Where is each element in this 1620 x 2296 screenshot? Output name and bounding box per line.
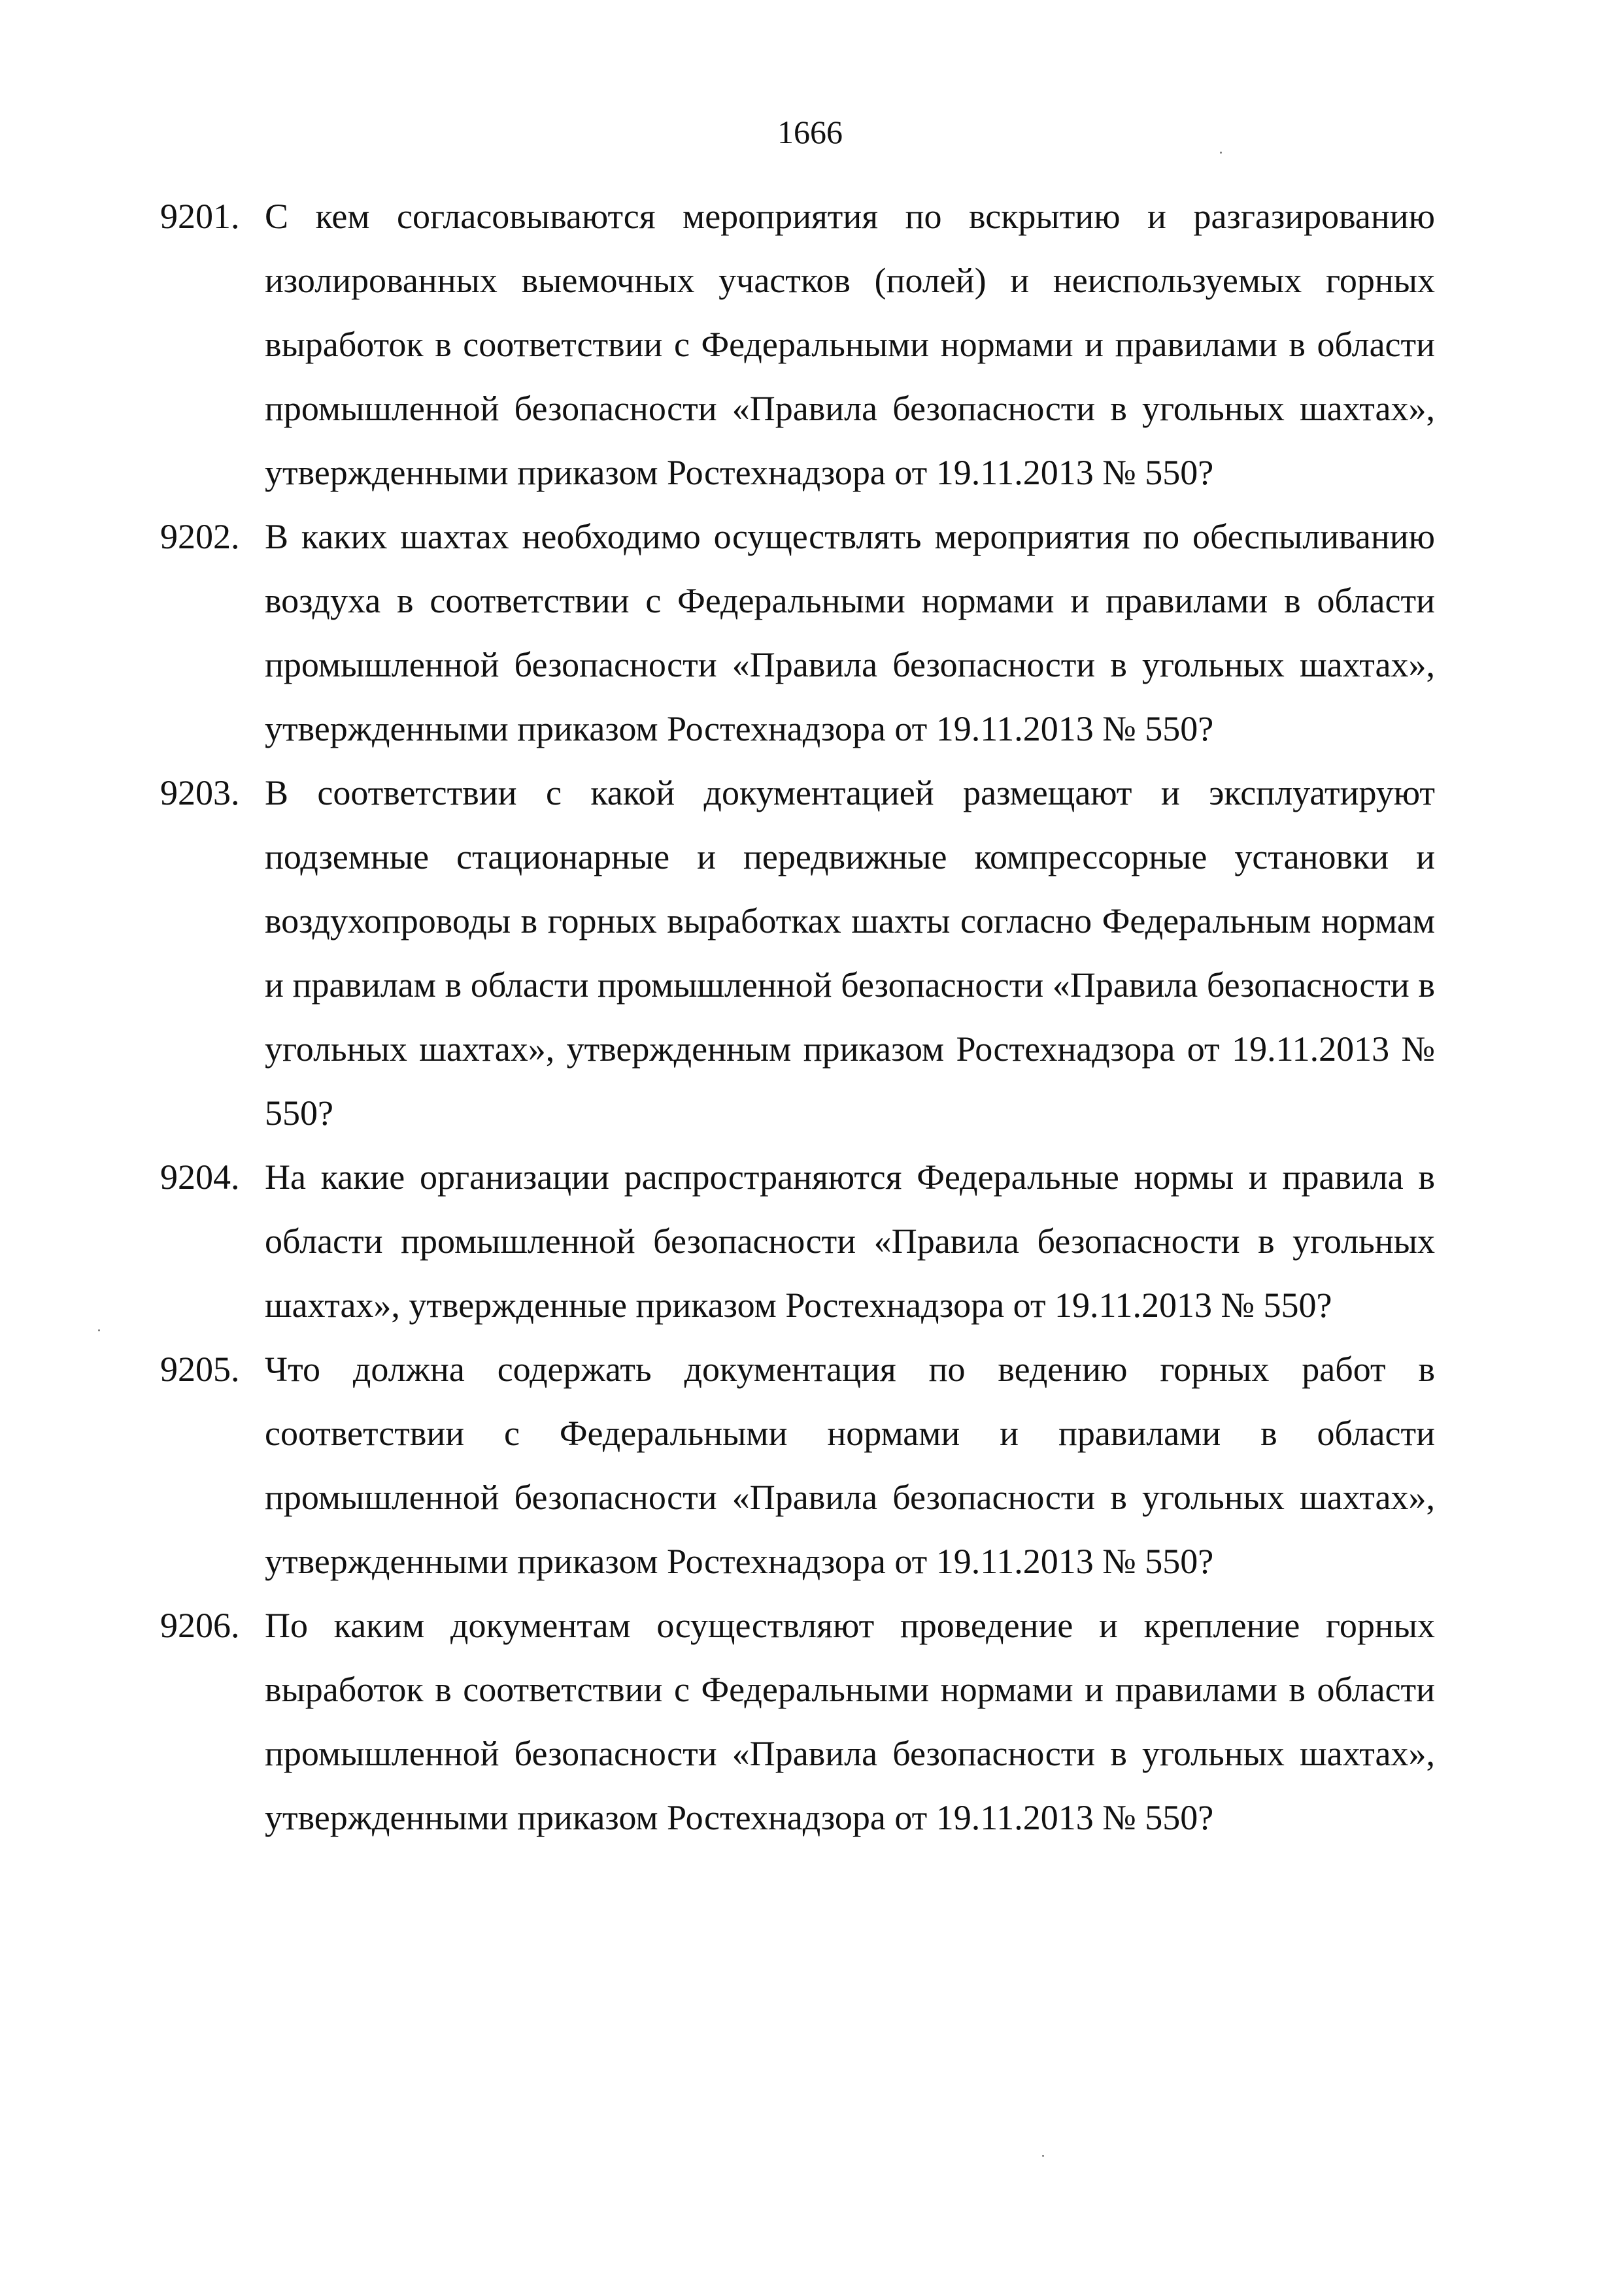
question-number bbox=[160, 1145, 240, 1209]
question-text: В соответствии с какой документацией размещают и эксплуатируют подземные стационарные и передвижные компрессорные установки и воздухопроводы в горных выработках шахты согласно Федеральным нормам и правилам в области промышленной безопасности «Правила безопасности в угольных шахтах», утвержденным приказом Ростехнадзора от 19.11.2013 № 550? bbox=[265, 773, 1435, 1133]
question-number-label: 9201. bbox=[160, 197, 240, 236]
scan-speck bbox=[1042, 2155, 1044, 2157]
question-number bbox=[160, 184, 240, 248]
question-number bbox=[160, 761, 240, 825]
question-text: С кем согласовываются мероприятия по вскрытию и разгазированию изолированных выемочных участков (полей) и неиспользуемых горных выработок в соответствии с Федеральными нормами и правилами в области промышленной безопасности «Правила безопасности в угольных шахтах», утвержденными приказом Ростехнадзора от 19.11.2013 № 550? bbox=[265, 197, 1435, 492]
question-item bbox=[160, 1145, 1435, 1337]
question-number-label: 9203. bbox=[160, 773, 240, 812]
question-text: По каким документам осуществляют проведение и крепление горных выработок в соответствии с Федеральными нормами и правилами в области промышленной безопасности «Правила безопасности в угольных шахтах», утвержденными приказом Ростехнадзора от 19.11.2013 № 550? bbox=[265, 1606, 1435, 1837]
scan-speck bbox=[98, 1329, 100, 1331]
question-text: На какие организации распространяются Федеральные нормы и правила в области промышленной безопасности «Правила безопасности в угольных шахтах», утвержденные приказом Ростехнадзора от 19.11.2013 № 550? bbox=[265, 1157, 1435, 1325]
question-number bbox=[160, 1593, 240, 1657]
question-number bbox=[160, 505, 240, 569]
question-number-label: 9204. bbox=[160, 1157, 240, 1197]
question-number-label: 9205. bbox=[160, 1350, 240, 1389]
question-item bbox=[160, 1337, 1435, 1593]
question-text: В каких шахтах необходимо осуществлять мероприятия по обеспыливанию воздуха в соответствии с Федеральными нормами и правилами в области промышленной безопасности «Правила безопасности в угольных шахтах», утвержденными приказом Ростехнадзора от 19.11.2013 № 550? bbox=[265, 517, 1435, 748]
question-item bbox=[160, 505, 1435, 761]
question-list bbox=[160, 184, 1435, 1850]
question-text: Что должна содержать документация по ведению горных работ в соответствии с Федеральными нормами и правилами в области промышленной безопасности «Правила безопасности в угольных шахтах», утвержденными приказом Ростехнадзора от 19.11.2013 № 550? bbox=[265, 1350, 1435, 1581]
question-number bbox=[160, 1337, 240, 1401]
question-item bbox=[160, 184, 1435, 505]
question-item bbox=[160, 1593, 1435, 1850]
question-item bbox=[160, 761, 1435, 1145]
page-number: 1666 bbox=[777, 114, 843, 150]
question-number-label: 9206. bbox=[160, 1606, 240, 1645]
question-number-label: 9202. bbox=[160, 517, 240, 556]
scan-speck bbox=[1220, 152, 1222, 154]
